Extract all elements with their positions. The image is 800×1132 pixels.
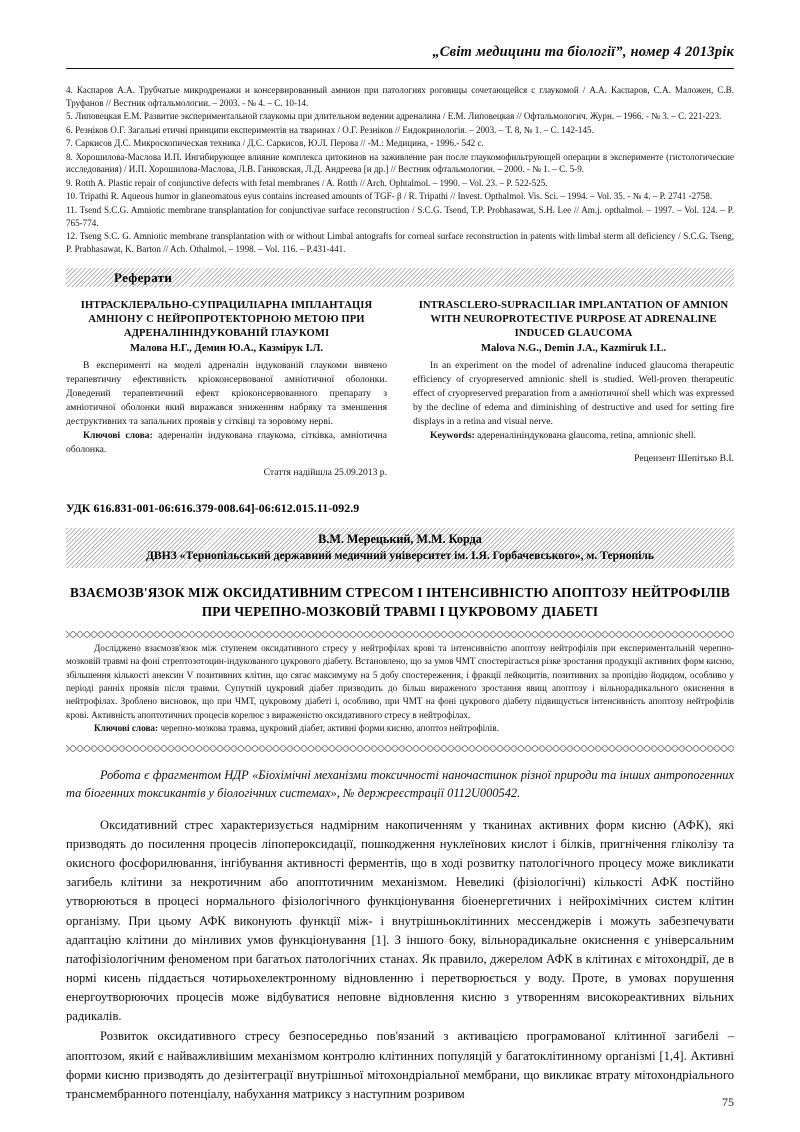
- reference-item: 4. Каспаров А.А. Трубчатые микродренажи и консервированный амнион при патологиях роговицы сочетающейся с глаукомой / А.А. Каспаров, С.А. Маложен, С.В. Труфанов // Вестник офтальмологии. – 2003. - № 4. – С. 10-14.: [66, 85, 734, 108]
- abstract-ukrainian: [66, 299, 387, 480]
- abstract-english: [413, 299, 734, 480]
- article-summary-keywords-text: черепно-мозкова травма, цукровий діабет, активні форми кисню, апоптоз нейтрофілів.: [158, 723, 499, 734]
- body-paragraph: Оксидативний стрес характеризується надмірним накопиченням у тканинах активних форм кисню (АФК), які призводять до посилення процесів ліпопероксидації, пошкодження нуклеїнових кислот і білків, пригнічення гліколізу та окисного фосфорилювання, інгібування активності ферментів, що в ході розвитку патологічного процесу може викликати загибель клітини за некротичним або апоптотичним механізмом. Невеликі (фізіологічні) кількості АФК постійно утворюються в процесі нормального фізіологічного функціонування біоенергетичних і нейрохімічних систем клітин організму. При цьому АФК виконують функції між- і внутрішньоклітинних мессенджерів і можуть забезпечувати адаптацію клітини до мінливих умов функціонування [1]. З іншого боку, вільнорадикальне окиснення є універсальним патофізіологічним феноменом при багатьох патологічних станах. Як правило, джерелом АФК в клітинах є мітохондрії, де в нормі кисень піддається чотирьохелектронному відновленню і перетворюється у воду. Проте, в умовах порушення енергоутворюючих процесів може відбуватися неповне відновлення кисню з утворенням високореактивних вільних радикалів.: [66, 817, 734, 1024]
- abstract-authors-en: Malova N.G., Demin J.A., Kazmiruk I.L.: [480, 343, 667, 355]
- abstract-body-uk: В експерименті на моделі адреналін індукованій глаукоми вивчено терапевтичну ефективність кріоконсервованої амніотичної оболонки. Доведений терапевтичний ефект кріоконсервованного препарату з амніотичної оболонки який виражався зниженням набряку та зменшення деструктивних та запальних проявів у сітківці та зоровому нерві.: [66, 360, 387, 427]
- reference-item: 6. Резніков О.Г. Загальні етичні принципи експериментів на тваринах / О.Г. Резніков // Ендокринологія. – 2003. – Т. 8, № 1. – С. 142-145.: [66, 124, 594, 135]
- reference-item: 12. Tseng S.C. G. Amniotic membrane transplantation with or without Limbal antografts for corneal surface reconstruction in patents with limbal sterm all deficiency / S.C.G. Tseng, P. Prabhasawat, K. Barton // Ach. Othalmol. – 1998. – Vol. 116. – P.431-441.: [66, 230, 734, 254]
- article-authors-band: [66, 528, 734, 568]
- abstract-title-uk: ІНТРАСКЛЕРАЛЬНО-СУПРАЦИЛІАРНА ІМПЛАНТАЦІЯ АМНІОНУ С НЕЙРОПРОТЕКТОРНОЮ МЕТОЮ ПРИ АДРЕНАЛІНІНДУКОВАНІЙ ГЛАУКОМІ: [80, 299, 373, 340]
- page-content: [66, 84, 734, 1104]
- reference-item: 10. Tripathi R. Aqueous humor in glaneomatous eyus contains increased amounts of TGF- β / R. Tripathi // Invest. Opthalmol. Vis. Sci. – 1994. – Vol. 35. - № 4. – P. 2741 -2758.: [66, 191, 713, 202]
- article-title: ВЗАЄМОЗВ'ЯЗОК МІЖ ОКСИДАТИВНИМ СТРЕСОМ І ІНТЕНСИВНІСТЮ АПОПТОЗУ НЕЙТРОФІЛІВ ПРИ ЧЕРЕПНО-МОЗКОВІЙ ТРАВМІ І ЦУКРОВОМУ ДІАБЕТІ: [70, 585, 730, 619]
- header-rule: [66, 68, 734, 69]
- reference-item: 7. Саркисов Д.С. Микроскопическая техника / Д.С. Саркисов, Ю.Л. Перова // -М.: Медицина, - 1996.- 542 с.: [66, 138, 484, 149]
- article-summary-keywords-label: Ключові слова:: [94, 723, 159, 734]
- body-paragraph: Розвиток оксидативного стресу безпосередньо пов'язаний з активацією програмованої клітинної загибелі – апоптозом, який є найважливішим механізмом контролю клітинних популяцій у багатоклітинному організмі [1,4]. Активні форми кисню призводять до дезінтеграції внутрішньої мітохондріальної мембрани, що викликає втрату мітохондріального трансмембранного потенціалу, набухання матриксу з наступним розривом: [66, 1029, 734, 1101]
- page-number: 75: [722, 1095, 734, 1109]
- abstracts-section-band: [66, 268, 734, 287]
- abstracts-columns: [66, 299, 734, 480]
- udc-code: УДК 616.831-001-06:616.379-008.64]-06:612.015.11-092.9: [66, 501, 360, 516]
- article-authors: В.М. Мерецький, М.М. Корда: [318, 532, 482, 547]
- reference-item: 9. Rotth A. Plastic repair of conjunctive defects with fetal membranes / A. Rotth // Arch. Ophtalmol. – 1990. – Vol. 23. – P. 522-525.: [66, 177, 548, 188]
- abstract-keywords-text-uk: адереналін індукована глаукома, сітківка, амніотична оболонка.: [66, 429, 387, 455]
- zigzag-separator-top: [66, 631, 734, 638]
- abstract-footer-uk: Стаття надійшла 25.09.2013 р.: [263, 466, 387, 478]
- abstract-keywords-uk: [66, 429, 387, 457]
- reference-item: 8. Хорошилова-Маслова И.П. Ингибирующее влияние комплекса цитокинов на заживление ран после глаукомофильтрующей операции в эксперименте (гистологические исследования) / И.П. Хорошилова-Маслова, Л.В. Ганковская, Л.Д. Андреева [и др.] // Вестник офтальмологии. – 2000. - № 1. – С. 5-9.: [66, 151, 734, 175]
- reference-list: [66, 84, 734, 256]
- article-affiliation: ДВНЗ «Тернопільський державний медичний університет ім. І.Я. Горбачевського», м. Тернопіль: [145, 549, 655, 563]
- abstract-authors-uk: Малова Н.Г., Демин Ю.А., Казмірук І.Л.: [130, 343, 323, 355]
- abstract-footer-en: Рецензент Шепітько В.І.: [634, 452, 734, 464]
- reference-item: 11. Tsend S.C.G. Amniotic membrane transplantation for conjunctivae surface reconstruction / S.C.G. Tsend, T.P. Probhasawat, S.H. Lee // Am.j. opthalmol. – 1997. – Vol. 124. – P. 765-774.: [66, 204, 734, 228]
- abstract-keywords-text-en: адереналініндукована glaucoma, retina, amnionic shell.: [474, 429, 696, 441]
- article-summary: Досліджено взаємозв'язок між ступенем оксидативного стресу у нейтрофілах крові та інтенсивністю апоптозу нейтрофілів при експериментальній черепно-мозковій травмі на фоні стрептозотоцин-індукованого цукрового діабету. Встановлено, що за умов ЧМТ спостерігається різке зростання продукції активних форм кисню, збільшення кількості анексин V позитивних клітин, що сягає максимуму на 5 добу спостереження, і фракції лейкоцитів, позитивних за пропідію йодидом, особливо у періоді ранніх проявів після травми. Супутній цукровий діабет призводить до більш вираженого зростання явищ апоптозу і вільнорадикального окиснення в нейтрофілах. Зроблено висновок, що при ЧМТ, цукровому діабеті і, особливо, при ЧМТ на фоні цукрового діабету підвищується інтенсивність апоптозу нейтрофілів крові. Активність апоптотичних процесів корелює з вираженістю оксидативного стресу в нейтрофілах.: [66, 642, 734, 720]
- abstract-body-en: In an experiment on the model of adrenaline induced glaucoma therapeutic efficiency of cryopreserved amnionic shell is studied. Well-proven therapeutic effect of cryopreserved preparation from a амніотичної shell which was expressed by the decline of edema and diminishing of destructive and used for setting fire displays in a retina and visual nerve.: [413, 360, 734, 427]
- abstract-keywords-label-en: Keywords:: [430, 429, 475, 441]
- reference-item: 5. Липовецкая Е.М. Развитие экспериментальной глаукомы при длительном ведении адреналина / Е.М. Липовецкая // Офтальмологич. Журн. – 1966. - № 3. – С. 221-223.: [66, 111, 722, 122]
- abstracts-section-title: Реферати: [114, 269, 173, 285]
- article-summary-keywords: [66, 722, 734, 735]
- abstract-keywords-en: [413, 429, 734, 443]
- abstract-title-en: INTRASCLERO-SUPRACILIAR IMPLANTATION OF AMNION WITH NEUROPROTECTIVE PURPOSE AT ADRENALINE INDUCED GLAUCOMA: [418, 299, 729, 340]
- abstract-keywords-label-uk: Ключові слова:: [83, 429, 153, 441]
- funding-note: Робота є фрагментом НДР «Біохімічні механізми токсичності наночастинок різної природи та інших антропогенних та біогенних токсикантів у біологічних системах», № держреєстрації 0112U000542.: [66, 767, 734, 801]
- running-head: „Світ медицини та біології”, номер 4 2013рік: [432, 44, 734, 60]
- zigzag-separator-bottom: [66, 745, 734, 752]
